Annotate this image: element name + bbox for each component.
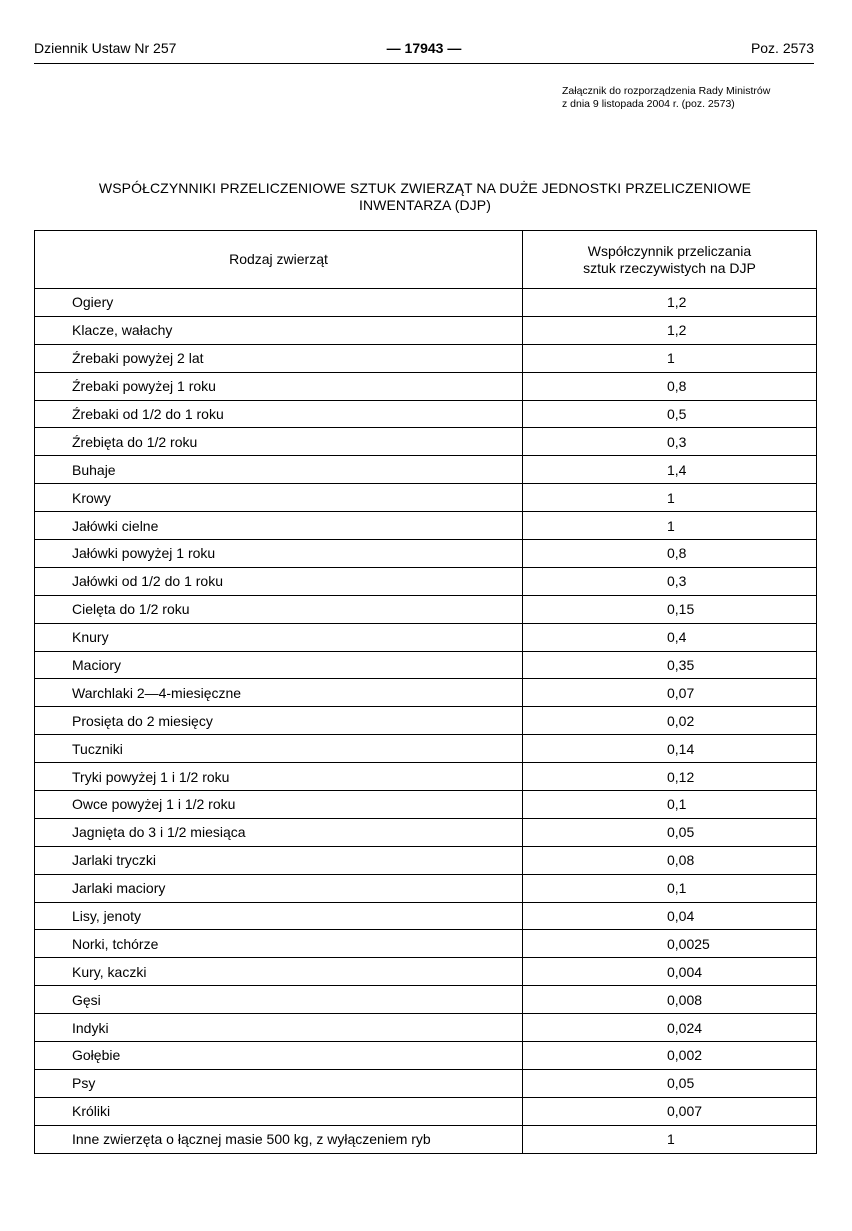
attachment-line-1: Załącznik do rozporządzenia Rady Ministrów [562, 85, 771, 97]
table-row [35, 512, 817, 540]
coefficient-cell: 1 [523, 512, 817, 540]
coefficient-cell: 0,004 [523, 958, 817, 986]
animal-type-cell: Jarlaki maciory [35, 874, 523, 902]
table-body [35, 289, 817, 1154]
header-coefficient [523, 231, 817, 289]
animal-type-cell: Knury [35, 623, 523, 651]
attachment-note [562, 85, 770, 111]
position-number: Poz. 2573 [750, 40, 814, 56]
title-line-1: WSPÓŁCZYNNIKI PRZELICZENIOWE SZTUK ZWIERZĄT NA DUŻE JEDNOSTKI PRZELICZENIOWE [98, 180, 752, 196]
animal-type-cell: Gołębie [35, 1042, 523, 1070]
animal-type-cell: Króliki [35, 1097, 523, 1125]
table-row [35, 1097, 817, 1125]
table-row [35, 540, 817, 568]
table-row [35, 567, 817, 595]
coefficient-cell: 0,4 [523, 623, 817, 651]
table-row [35, 651, 817, 679]
animal-type-cell: Maciory [35, 651, 523, 679]
table-row [35, 456, 817, 484]
coefficient-cell: 0,3 [523, 567, 817, 595]
table-row [35, 818, 817, 846]
table-row [35, 316, 817, 344]
coefficient-cell: 0,07 [523, 679, 817, 707]
animal-type-cell: Warchlaki 2—4-miesięczne [35, 679, 523, 707]
page-header [34, 40, 814, 64]
coefficient-cell: 0,024 [523, 1014, 817, 1042]
attachment-line-2: z dnia 9 listopada 2004 r. (poz. 2573) [562, 98, 735, 110]
animal-type-cell: Źrebaki od 1/2 do 1 roku [35, 400, 523, 428]
coefficient-cell: 0,3 [523, 428, 817, 456]
title-line-2: INWENTARZA (DJP) [358, 197, 491, 213]
table-row [35, 400, 817, 428]
animal-type-cell: Prosięta do 2 miesięcy [35, 707, 523, 735]
coefficient-cell: 0,8 [523, 372, 817, 400]
table-row [35, 735, 817, 763]
coefficient-cell: 1,4 [523, 456, 817, 484]
animal-type-cell: Źrebaki powyżej 2 lat [35, 344, 523, 372]
table-row [35, 484, 817, 512]
coefficient-cell: 0,14 [523, 735, 817, 763]
coefficient-cell: 0,05 [523, 1069, 817, 1097]
animal-type-cell: Inne zwierzęta o łącznej masie 500 kg, z wyłączeniem ryb [35, 1125, 523, 1153]
table-row [35, 874, 817, 902]
animal-type-cell: Krowy [35, 484, 523, 512]
animal-type-cell: Źrebięta do 1/2 roku [35, 428, 523, 456]
animal-type-cell: Lisy, jenoty [35, 902, 523, 930]
coefficient-cell: 1,2 [523, 316, 817, 344]
coefficient-cell: 0,04 [523, 902, 817, 930]
coefficient-cell: 0,8 [523, 540, 817, 568]
coefficient-cell: 1 [523, 1125, 817, 1153]
table-row [35, 791, 817, 819]
animal-type-cell: Tryki powyżej 1 i 1/2 roku [35, 763, 523, 791]
coefficient-cell: 0,1 [523, 874, 817, 902]
coefficient-cell: 1 [523, 484, 817, 512]
header-coefficient-line-2: sztuk rzeczywistych na DJP [583, 259, 756, 276]
table-row [35, 1014, 817, 1042]
table-row [35, 595, 817, 623]
coefficients-table-container [34, 230, 816, 1154]
animal-type-cell: Owce powyżej 1 i 1/2 roku [35, 791, 523, 819]
animal-type-cell: Klacze, wałachy [35, 316, 523, 344]
table-row [35, 930, 817, 958]
animal-type-cell: Jagnięta do 3 i 1/2 miesiąca [35, 818, 523, 846]
table-row [35, 846, 817, 874]
coefficient-cell: 0,5 [523, 400, 817, 428]
coefficients-table [34, 230, 817, 1154]
page-number: — 17943 — [386, 40, 462, 56]
animal-type-cell: Psy [35, 1069, 523, 1097]
journal-name: Dziennik Ustaw Nr 257 [34, 40, 177, 56]
table-row [35, 289, 817, 317]
coefficient-cell: 0,002 [523, 1042, 817, 1070]
animal-type-cell: Kury, kaczki [35, 958, 523, 986]
animal-type-cell: Jałówki cielne [35, 512, 523, 540]
table-row [35, 1042, 817, 1070]
coefficient-cell: 1,2 [523, 289, 817, 317]
header-coefficient-line-1: Współczynnik przeliczania [587, 242, 752, 259]
table-header-row [35, 231, 817, 289]
table-row [35, 623, 817, 651]
table-row [35, 986, 817, 1014]
animal-type-cell: Jarlaki tryczki [35, 846, 523, 874]
table-row [35, 902, 817, 930]
animal-type-cell: Norki, tchórze [35, 930, 523, 958]
table-row [35, 372, 817, 400]
coefficient-cell: 0,05 [523, 818, 817, 846]
coefficient-cell: 0,008 [523, 986, 817, 1014]
coefficient-cell: 0,12 [523, 763, 817, 791]
table-row [35, 1125, 817, 1153]
table-row [35, 679, 817, 707]
animal-type-cell: Źrebaki powyżej 1 roku [35, 372, 523, 400]
table-row [35, 707, 817, 735]
coefficient-cell: 1 [523, 344, 817, 372]
header-animal-type: Rodzaj zwierząt [35, 231, 523, 289]
table-row [35, 958, 817, 986]
coefficient-cell: 0,35 [523, 651, 817, 679]
table-row [35, 1069, 817, 1097]
coefficient-cell: 0,02 [523, 707, 817, 735]
coefficient-cell: 0,007 [523, 1097, 817, 1125]
table-row [35, 344, 817, 372]
coefficient-cell: 0,08 [523, 846, 817, 874]
document-title [34, 180, 816, 214]
animal-type-cell: Jałówki od 1/2 do 1 roku [35, 567, 523, 595]
animal-type-cell: Gęsi [35, 986, 523, 1014]
header-divider [34, 63, 814, 64]
animal-type-cell: Jałówki powyżej 1 roku [35, 540, 523, 568]
animal-type-cell: Cielęta do 1/2 roku [35, 595, 523, 623]
animal-type-cell: Indyki [35, 1014, 523, 1042]
animal-type-cell: Ogiery [35, 289, 523, 317]
coefficient-cell: 0,15 [523, 595, 817, 623]
coefficient-cell: 0,1 [523, 791, 817, 819]
animal-type-cell: Tuczniki [35, 735, 523, 763]
animal-type-cell: Buhaje [35, 456, 523, 484]
table-row [35, 763, 817, 791]
coefficient-cell: 0,0025 [523, 930, 817, 958]
table-row [35, 428, 817, 456]
